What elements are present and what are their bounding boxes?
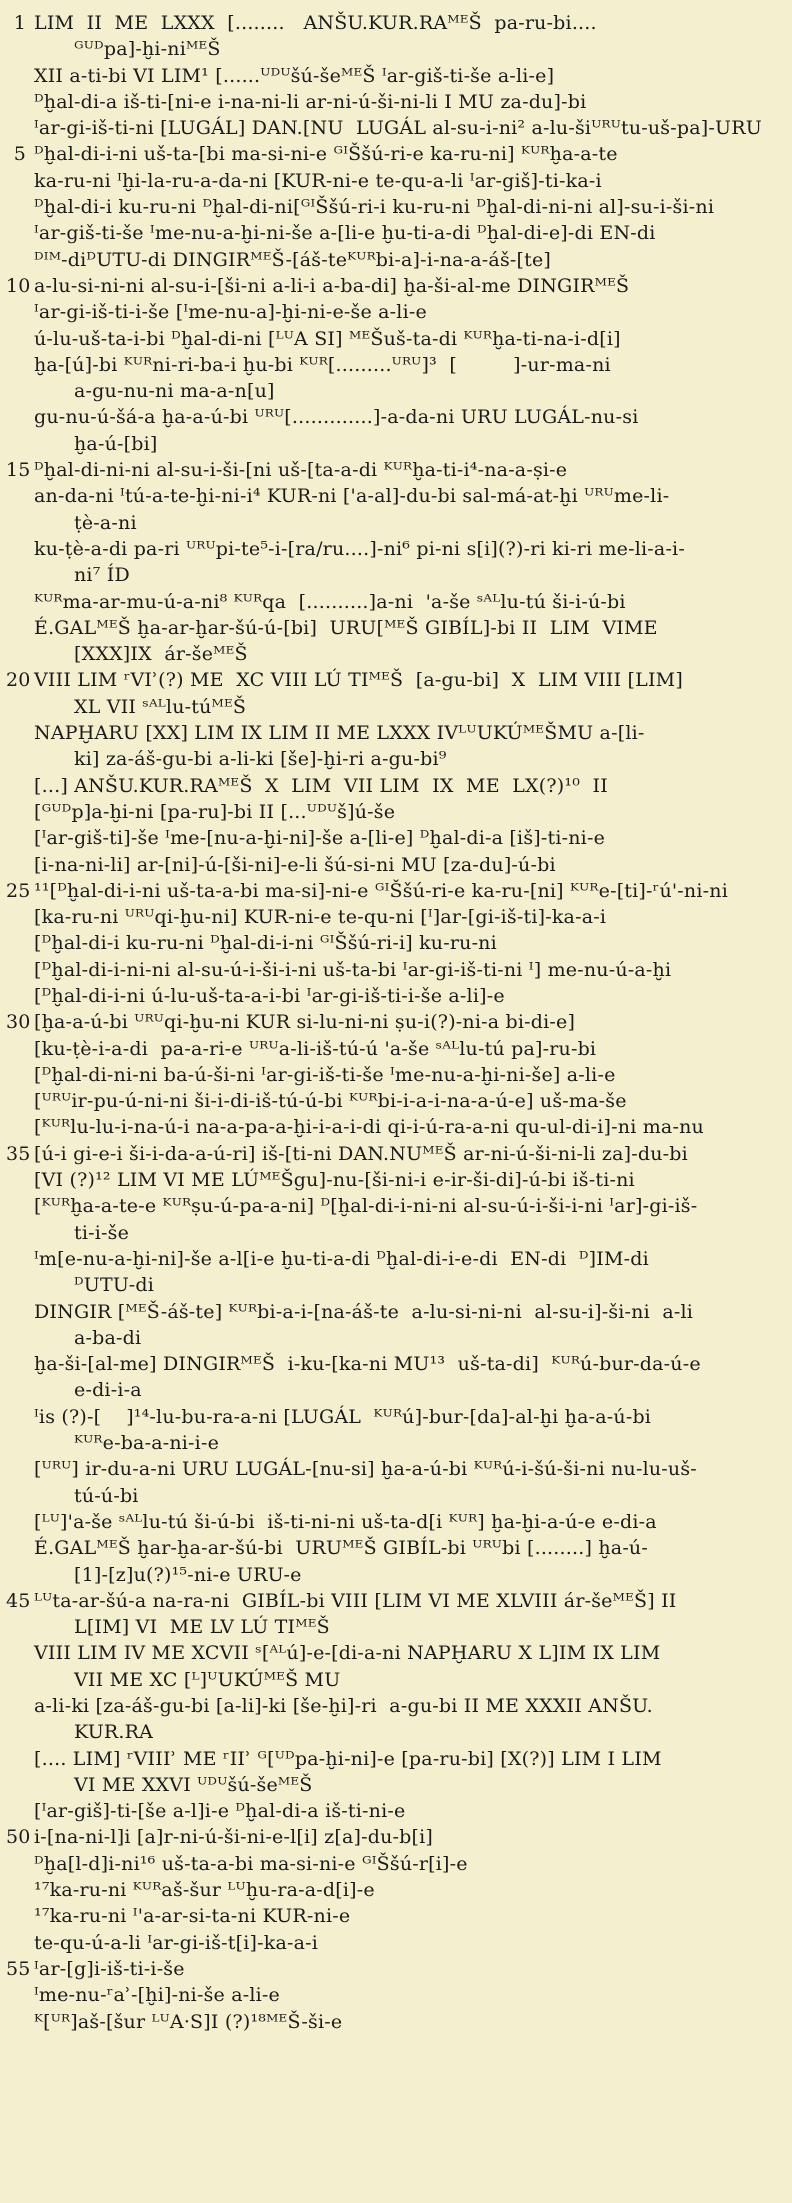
line-text: i-[na-ni-l]i [a]r-ni-ú-ši-ni-e-l[i] z[a]-du-b[i] (34, 1826, 434, 1849)
line-text: ᴷᵁᴿma-ar-mu-ú-a-ni⁸ ᴷᵁᴿqa [..........]a-ni 'a-še ˢᴬᴸlu-tú ši-i-ú-bi (34, 590, 626, 613)
line-text: ᴵme-nu-ʳaʾ-[ḫi]-ni-še a-li-e (34, 1984, 280, 2007)
line-text: [ᴰḫal-di-i-ni-ni al-su-ú-i-ši-i-ni uš-ta-bi ᴵar-gi-iš-ti-ni ᴵ] me-nu-ú-a-ḫi (34, 958, 672, 981)
line-number: 35 (6, 1142, 31, 1165)
text-line (6, 1246, 778, 1272)
text-line (6, 1772, 778, 1798)
line-text: [ku-ṭè-i-a-di pa-a-ri-e ᵁᴿᵁa-li-iš-tú-ú 'a-še ˢᴬᴸlu-tú pa]-ru-bi (34, 1037, 597, 1060)
line-text: [ka-ru-ni ᵁᴿᵁqi-ḫu-ni] KUR-ni-e te-qu-ni [ᴵ]ar-[gi-iš-ti]-ka-a-i (34, 906, 607, 929)
text-line (6, 10, 778, 36)
text-line (6, 1535, 778, 1561)
text-line (6, 1509, 778, 1535)
line-text: tú-ú-bi (74, 1484, 139, 1507)
line-text: [ᴵar-giš-ti]-še ᴵme-[nu-a-ḫi-ni]-še a-[li-e] ᴰḫal-di-a [iš]-ti-ni-e (34, 827, 606, 850)
text-line (6, 1114, 778, 1140)
line-text: KUR.RA (74, 1721, 154, 1744)
text-line (6, 1824, 778, 1850)
line-text: L[IM] VI ME LV LÚ TIᴹᴱŠ (74, 1616, 330, 1639)
text-line (6, 878, 778, 904)
text-line (6, 1693, 778, 1719)
text-line (6, 1377, 778, 1403)
line-text: [i-na-ni-li] ar-[ni]-ú-[ši-ni]-e-li šú-si-ni MU [za-du]-ú-bi (34, 853, 556, 876)
line-text: ¹⁷ka-ru-ni ᴷᵁᴿaš-šur ᴸᵁḫu-ra-a-d[i]-e (34, 1879, 375, 1902)
text-line (6, 1588, 778, 1614)
text-line (6, 589, 778, 615)
text-line (6, 1141, 778, 1167)
line-text: DINGIR [ᴹᴱŠ-áš-te] ᴷᵁᴿbi-a-i-[na-áš-te a-lu-si-ni-ni al-su-i]-ši-ni a-li (34, 1300, 694, 1323)
text-line (6, 1956, 778, 1982)
text-line (6, 352, 778, 378)
line-text: XL VII ˢᴬᴸlu-túᴹᴱŠ (74, 695, 247, 718)
line-text: [ᴸᵁ]'a-še ˢᴬᴸlu-tú ši-ú-bi iš-ti-ni-ni uš-ta-d[i ᴷᵁᴿ] ḫa-ḫi-a-ú-e e-di-a (34, 1510, 657, 1533)
text-line (6, 194, 778, 220)
line-text: e-di-i-a (74, 1379, 142, 1402)
line-text: NAPḪARU [XX] LIM IX LIM II ME LXXX IVᴸᵁUKÚᴹᴱŠMU a-[li- (34, 722, 645, 745)
text-line (6, 641, 778, 667)
text-line (6, 457, 778, 483)
line-text: ᴰḫa[l-d]i-ni¹⁶ uš-ta-a-bi ma-si-ni-e ᴳᴵŠšú-r[i]-e (34, 1852, 468, 1875)
text-line (6, 1667, 778, 1693)
line-text: [ᴰḫal-di-ni-ni ba-ú-ši-ni ᴵar-gi-iš-ti-še ᴵme-nu-a-ḫi-ni-še] a-li-e (34, 1063, 616, 1086)
line-text: É.GALᴹᴱŠ ḫar-ḫa-ar-šú-bi URUᴹᴱŠ GIBÍL-bi ᵁᴿᵁbi [........] ḫa-ú- (34, 1537, 648, 1560)
text-line (6, 168, 778, 194)
line-text: ¹⁷ka-ru-ni ᴵ'a-ar-si-ta-ni KUR-ni-e (34, 1905, 351, 1928)
text-line (6, 1272, 778, 1298)
text-line (6, 36, 778, 62)
text-line (6, 63, 778, 89)
line-text: [1]-[z]u(?)¹⁵-ni-e URU-e (74, 1563, 302, 1586)
line-text: [VI (?)¹² LIM VI ME LÚᴹᴱŠgu]-nu-[ši-ni-i e-ir-ši-di]-ú-bi iš-ti-ni (34, 1169, 635, 1192)
line-text: ᴰḫal-di-i-ni uš-ta-[bi ma-si-ni-e ᴳᴵŠšú-ri-e ka-ru-ni] ᴷᵁᴿḫa-a-te (34, 143, 618, 166)
line-text: [ᴰḫal-di-i-ni ú-lu-uš-ta-a-i-bi ᴵar-gi-iš-ti-i-še a-li]-e (34, 984, 505, 1007)
line-text: [ᴵar-giš]-ti-[še a-l]i-e ᴰḫal-di-a iš-ti-ni-e (34, 1800, 406, 1823)
line-text: ¹¹[ᴰḫal-di-i-ni uš-ta-a-bi ma-si]-ni-e ᴳᴵŠšú-ri-e ka-ru-[ni] ᴷᵁᴿe-[ti]-ʳú'-ni-ni (34, 879, 728, 902)
line-number: 55 (6, 1957, 31, 1980)
line-text: [ú-i gi-e-i ši-i-da-a-ú-ri] iš-[ti-ni DAN.NUᴹᴱŠ ar-ni-ú-ši-ni-li za]-du-bi (34, 1142, 688, 1165)
text-line (6, 694, 778, 720)
line-text: VI ME XXVI ᵁᴰᵁšú-šeᴹᴱŠ (74, 1773, 313, 1796)
line-text: [ᵁᴿᵁir-pu-ú-ni-ni ši-i-di-iš-tú-ú-bi ᴷᵁᴿbi-i-a-i-na-a-ú-e] uš-ma-še (34, 1090, 627, 1113)
line-text: ᴵar-gi-iš-ti-ni [LUGÁL] DAN.[NU LUGÁL al-su-i-ni² a-lu-šiᵁᴿᵁtu-uš-pa]-URU (34, 117, 762, 140)
line-text: ᴰḫal-di-i ku-ru-ni ᴰḫal-di-ni[ᴳᴵŠšú-ri-i ku-ru-ni ᴰḫal-di-ni-ni al]-su-i-ši-ni (34, 196, 715, 219)
text-line (6, 404, 778, 430)
line-text: ti-i-še (74, 1221, 130, 1244)
text-line (6, 1798, 778, 1824)
line-text: ᴵm[e-nu-a-ḫi-ni]-še a-l[i-e ḫu-ti-a-di ᴰḫal-di-i-e-di EN-di ᴰ]IM-di (34, 1247, 649, 1270)
line-text: [XXX]IX ár-šeᴹᴱŠ (74, 643, 248, 666)
line-text: [ᴷᵁᴿḫa-a-te-e ᴷᵁᴿṣu-ú-pa-a-ni] ᴰ[ḫal-di-i-ni-ni al-su-ú-i-ši-i-ni ᴵar]-gi-iš- (34, 1195, 698, 1218)
line-text: ᴰUTU-di (74, 1274, 155, 1297)
line-text: [...] ANŠU.KUR.RAᴹᴱŠ X LIM VII LIM IX ME LX(?)¹⁰ II (34, 774, 608, 797)
text-line (6, 1351, 778, 1377)
line-text: XII a-ti-bi VI LIM¹ [......ᵁᴰᵁšú-šeᴹᴱŠ ᴵar-giš-ti-še a-li-e] (34, 64, 555, 87)
text-line (6, 773, 778, 799)
text-line (6, 1719, 778, 1745)
line-text: ᴳᵁᴰpa]-ḫi-niᴹᴱŠ (74, 38, 221, 61)
text-line (6, 1036, 778, 1062)
text-line (6, 1614, 778, 1640)
text-line (6, 1562, 778, 1588)
line-text: a-lu-si-ni-ni al-su-i-[ši-ni a-li-i a-ba-di] ḫa-ši-al-me DINGIRᴹᴱŠ (34, 274, 630, 297)
text-line (6, 562, 778, 588)
text-line (6, 483, 778, 509)
text-line (6, 1167, 778, 1193)
line-number: 30 (6, 1011, 31, 1034)
line-text: VIII LIM IV ME XCVII ˢ[ᴬᴸú]-e-[di-a-ni NAPḪARU X L]IM IX LIM (34, 1642, 661, 1665)
text-line (6, 220, 778, 246)
line-text: ᴰᴵᴹ-diᴰUTU-di DINGIRᴹᴱŠ-[áš-teᴷᵁᴿbi-a]-i-na-a-áš-[te] (34, 248, 552, 271)
line-text: ḫa-ú-[bi] (74, 432, 158, 455)
line-text: ka-ru-ni ᴵḫi-la-ru-a-da-ni [KUR-ni-e te-qu-a-li ᴵar-giš]-ti-ka-i (34, 169, 602, 192)
text-line (6, 536, 778, 562)
line-text: a-ba-di (74, 1326, 142, 1349)
line-text: ᴵis (?)-[ ]¹⁴-lu-bu-ra-a-ni [LUGÁL ᴷᵁᴿú]-bur-[da]-al-ḫi ḫa-a-ú-bi (34, 1405, 652, 1428)
line-number: 50 (6, 1826, 31, 1849)
line-number: 20 (6, 669, 31, 692)
text-line (6, 326, 778, 352)
text-line (6, 746, 778, 772)
line-number: 10 (6, 274, 31, 297)
text-line (6, 1404, 778, 1430)
line-text: te-qu-ú-a-li ᴵar-gi-iš-t[i]-ka-a-i (34, 1931, 319, 1954)
line-text: ᴵar-[g]i-iš-ti-i-še (34, 1957, 185, 1980)
line-text: ni⁷ ÍD (74, 564, 130, 587)
line-text: ᴵar-gi-iš-ti-i-še [ᴵme-nu-a]-ḫi-ni-e-še a-li-e (34, 301, 427, 324)
text-line (6, 141, 778, 167)
text-line (6, 431, 778, 457)
text-line (6, 799, 778, 825)
line-text: ḫa-ši-[al-me] DINGIRᴹᴱŠ i-ku-[ka-ni MU¹³ uš-ta-di] ᴷᵁᴿú-bur-da-ú-e (34, 1353, 701, 1376)
text-line (6, 1062, 778, 1088)
text-line (6, 1456, 778, 1482)
line-text: [ᴳᵁᴰp]a-ḫi-ni [pa-ru]-bi II [...ᵁᴰᵁš]ú-še (34, 800, 396, 823)
text-line (6, 1483, 778, 1509)
text-line (6, 1877, 778, 1903)
text-line (6, 904, 778, 930)
text-line (6, 1299, 778, 1325)
line-text: [ᴰḫal-di-i ku-ru-ni ᴰḫal-di-i-ni ᴳᴵŠšú-ri-i] ku-ru-ni (34, 932, 497, 955)
line-text: [.... LIM] ʳVIIIʾ ME ʳIIʾ ᴳ[ᵁᴰpa-ḫi-ni]-e [pa-ru-bi] [X(?)] LIM I LIM (34, 1747, 662, 1770)
text-line (6, 720, 778, 746)
text-line (6, 667, 778, 693)
line-text: VIII LIM ʳVIʾ(?) ME XC VIII LÚ TIᴹᴱŠ [a-gu-bi] X LIM VIII [LIM] (34, 669, 683, 692)
line-number: 5 (13, 143, 26, 166)
line-text: ᴷ[ᵁᴿ]aš-[šur ᴸᵁA·S]I (?)¹⁸ᴹᴱŠ-ši-e (34, 2010, 343, 2033)
text-line (6, 983, 778, 1009)
text-line (6, 1193, 778, 1219)
line-text: VII ME XC [ᴸ]ᵁUKÚᴹᴱŠ MU (74, 1668, 341, 1691)
line-text: a-li-ki [za-áš-gu-bi [a-li]-ki [še-ḫi]-ri a-gu-bi II ME XXXII ANŠU. (34, 1695, 653, 1717)
text-line (6, 852, 778, 878)
text-line (6, 273, 778, 299)
line-text: ᴷᵁᴿe-ba-a-ni-i-e (74, 1432, 220, 1455)
line-text: ku-ṭè-a-di pa-ri ᵁᴿᵁpi-te⁵-i-[ra/ru....]-ni⁶ pi-ni s[i](?)-ri ki-ri me-li-a-i- (34, 537, 685, 560)
text-line (6, 115, 778, 141)
line-text: ḫa-[ú]-bi ᴷᵁᴿni-ri-ba-i ḫu-bi ᴷᵁᴿ[.........ᵁᴿᵁ]³ [ ]-ur-ma-ni (34, 353, 611, 376)
text-line (6, 1325, 778, 1351)
text-line (6, 89, 778, 115)
line-text: ᴵar-giš-ti-še ᴵme-nu-a-ḫi-ni-še a-[li-e ḫu-ti-a-di ᴰḫal-di-e]-di EN-di (34, 222, 656, 245)
line-text: ú-lu-uš-ta-i-bi ᴰḫal-di-ni [ᴸᵁA SI] ᴹᴱŠuš-ta-di ᴷᵁᴿḫa-ti-na-i-d[i] (34, 327, 621, 350)
text-line (6, 957, 778, 983)
text-line (6, 1903, 778, 1929)
line-number: 15 (6, 459, 31, 482)
line-text: [ḫa-a-ú-bi ᵁᴿᵁqi-ḫu-ni KUR si-lu-ni-ni ṣu-i(?)-ni-a bi-di-e] (34, 1011, 576, 1034)
text-line (6, 1982, 778, 2008)
line-text: ki] za-áš-gu-bi a-li-ki [še]-ḫi-ri a-gu-bi⁹ (74, 748, 447, 771)
text-line (6, 1640, 778, 1666)
text-line (6, 1746, 778, 1772)
text-line (6, 378, 778, 404)
line-text: an-da-ni ᴵtú-a-te-ḫi-ni-i⁴ KUR-ni ['a-al]-du-bi sal-má-at-ḫi ᵁᴿᵁme-li- (34, 485, 670, 508)
line-number: 25 (6, 879, 31, 902)
line-text: ṭè-a-ni (74, 511, 137, 534)
line-text: gu-nu-ú-šá-a ḫa-a-ú-bi ᵁᴿᵁ[.............]-a-da-ni URU LUGÁL-nu-si (34, 406, 639, 429)
text-line (6, 2009, 778, 2035)
text-line (6, 299, 778, 325)
line-text: [ᴷᵁᴿlu-lu-i-na-ú-i na-a-pa-a-ḫi-i-a-i-di qi-i-ú-ra-a-ni qu-ul-di-i]-ni ma-nu (34, 1116, 704, 1139)
text-line (6, 1851, 778, 1877)
line-text: ᴰḫal-di-ni-ni al-su-i-ši-[ni uš-[ta-a-di ᴷᵁᴿḫa-ti-i⁴-na-a-ṣi-e (34, 459, 568, 482)
line-text: É.GALᴹᴱŠ ḫa-ar-ḫar-šú-ú-[bi] URU[ᴹᴱŠ GIBÍL]-bi II LIM VIME (34, 616, 658, 639)
line-text: [ᵁᴿᵁ] ir-du-a-ni URU LUGÁL-[nu-si] ḫa-a-ú-bi ᴷᵁᴿú-i-šú-ši-ni nu-lu-uš- (34, 1458, 697, 1481)
line-text: ᴰḫal-di-a iš-ti-[ni-e i-na-ni-li ar-ni-ú-ši-ni-li I MU za-du]-bi (34, 90, 587, 113)
line-text: a-gu-nu-ni ma-a-n[u] (74, 380, 275, 403)
text-line (6, 1930, 778, 1956)
text-line (6, 1430, 778, 1456)
text-line (6, 1220, 778, 1246)
line-text: LIM II ME LXXX [........ ANŠU.KUR.RAᴹᴱŠ pa-ru-bi.... (34, 12, 597, 34)
line-text: ᴸᵁta-ar-šú-a na-ra-ni GIBÍL-bi VIII [LIM VI ME XLVIII ár-šeᴹᴱŠ] II (34, 1589, 677, 1612)
line-number: 1 (13, 12, 26, 34)
text-line (6, 825, 778, 851)
text-line (6, 510, 778, 536)
text-line (6, 930, 778, 956)
text-line (6, 1009, 778, 1035)
text-line (6, 615, 778, 641)
text-line (6, 1088, 778, 1114)
text-line (6, 247, 778, 273)
line-number: 45 (6, 1589, 31, 1612)
